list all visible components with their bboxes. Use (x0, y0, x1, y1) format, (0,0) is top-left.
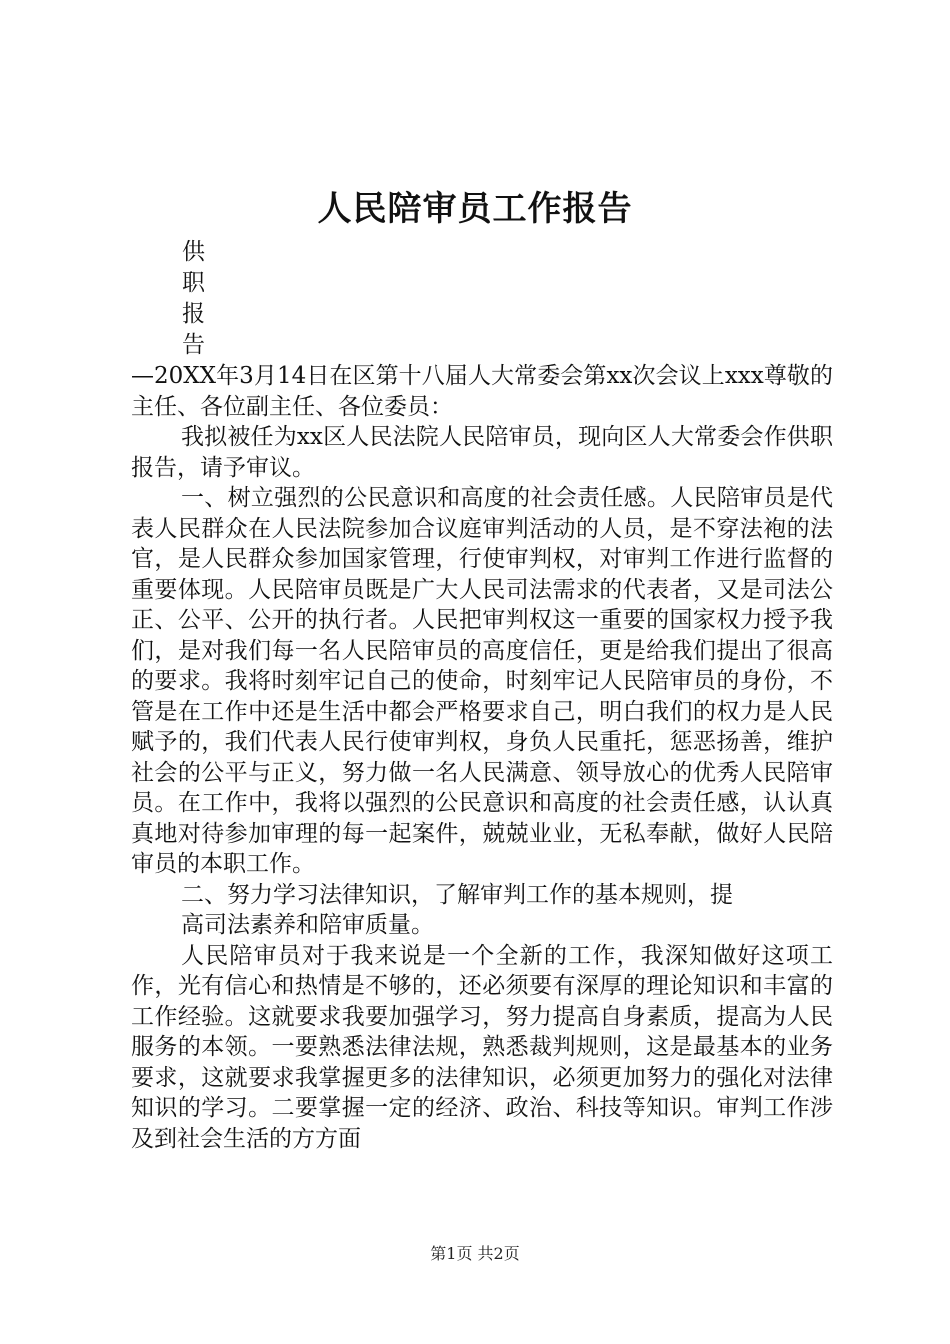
vertical-heading-char: 职 (182, 270, 205, 296)
vertical-heading (182, 237, 222, 361)
page-footer: 第1页 共2页 (430, 1244, 520, 1263)
paragraph-section-one: 一、树立强烈的公民意识和高度的社会责任感。人民陪审员是代表人民群众在人民法院参加合议庭审判活动的人员，是不穿法袍的法官，是人民群众参加国家管理，行使审判权，对审判工作进行监督的重要体现。人民陪审员既是广大人民司法需求的代表者，又是司法公正、公平、公开的执行者。人民把审判权这一重要的国家权力授予我们，是对我们每一名人民陪审员的高度信任，更是给我们提出了很高的要求。我将时刻牢记自己的使命，时刻牢记人民陪审员的身份，不管是在工作中还是生活中都会严格要求自己，明白我们的权力是人民赋予的，我们代表人民行使审判权，身负人民重托，惩恶扬善，维护社会的公平与正义，努力做一名人民满意、领导放心的优秀人民陪审员。在工作中，我将以强烈的公民意识和高度的社会责任感，认认真真地对待参加审理的每一起案件，兢兢业业，无私奉献，做好人民陪审员的本职工作。 (131, 485, 833, 877)
paragraph-session-salutation: —20XX年3月14日在区第十八届人大常委会第xx次会议上xxx尊敬的主任、各位副主任、各位委员： (131, 363, 833, 420)
paragraph-section-two-body: 人民陪审员对于我来说是一个全新的工作，我深知做好这项工作，光有信心和热情是不够的，还必须要有深厚的理论知识和丰富的工作经验。这就要求我要加强学习，努力提高自身素质，提高为人民服务的本领。一要熟悉法律法规，熟悉裁判规则，这是最基本的业务要求，这就要求我掌握更多的法律知识，必须更加努力的强化对法律知识的学习。二要掌握一定的经济、政治、科技等知识。审判工作涉及到社会生活的方方面 (131, 942, 833, 1152)
vertical-heading-char: 告 (182, 332, 205, 358)
paragraph-section-two-heading-cont: 高司法素养和陪审质量。 (181, 912, 434, 938)
paragraph-section-two-heading: 二、努力学习法律知识，了解审判工作的基本规则，提 (181, 881, 733, 908)
vertical-heading-char: 供 (182, 239, 205, 265)
vertical-heading-char: 报 (182, 301, 205, 327)
document-body (131, 361, 833, 1154)
paragraph-intro: 我拟被任为xx区人民法院人民陪审员，现向区人大常委会作供职报告，请予审议。 (131, 424, 833, 481)
document-title: 人民陪审员工作报告 (317, 189, 633, 229)
